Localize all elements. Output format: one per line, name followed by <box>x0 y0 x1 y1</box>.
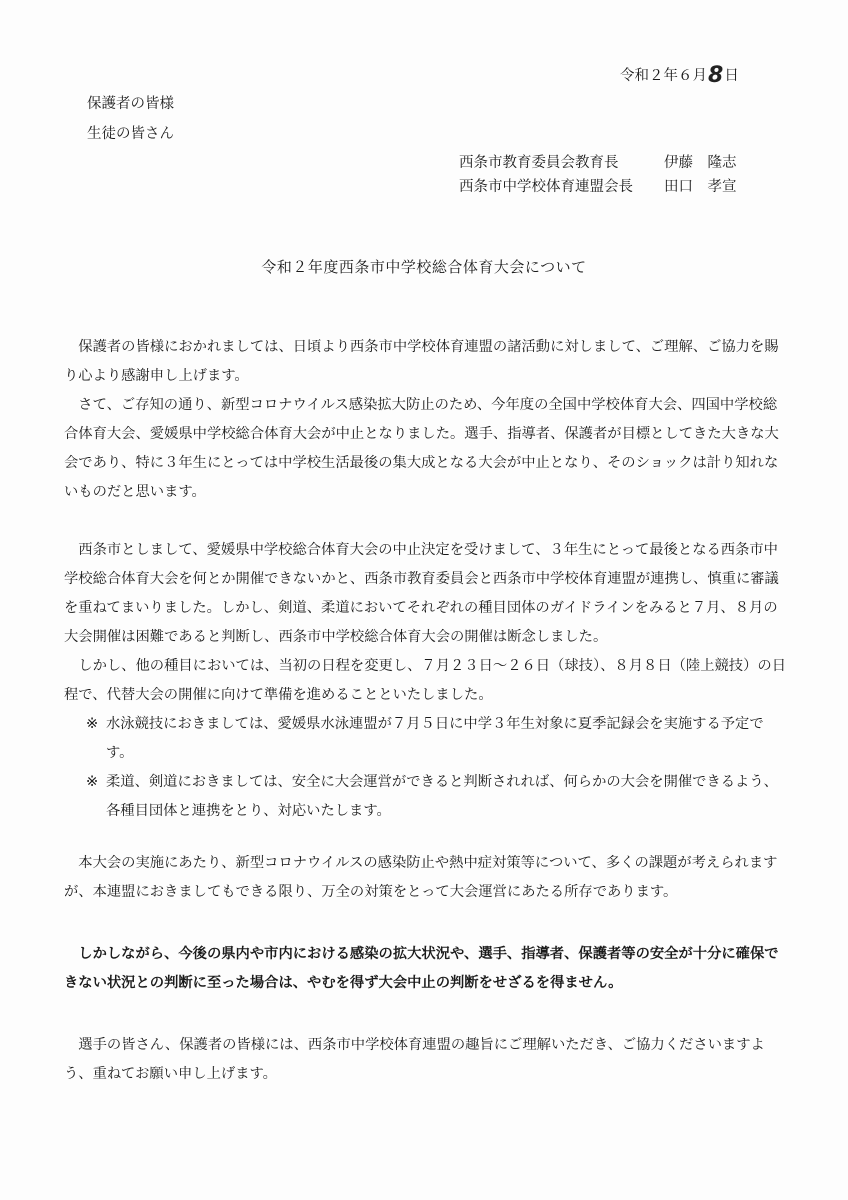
note-mark: ※ <box>86 716 98 732</box>
addressee-students: 生徒の皆さん <box>87 126 174 142</box>
note-item <box>64 768 786 826</box>
note-mark: ※ <box>86 774 98 790</box>
sender-name: 田口 孝宣 <box>664 179 737 195</box>
paragraph-text: 保護者の皆様におかれましては、日頃より西条市中学校体育連盟の諸活動に対しまして、ご理解、ご協力を賜り心より感謝申し上げます。 <box>64 339 779 384</box>
document-title: 令和２年度西条市中学校総合体育大会について <box>261 258 587 276</box>
paragraph-decision <box>64 536 786 826</box>
date-suffix: 日 <box>724 68 739 84</box>
paragraph-text: しかし、他の種目においては、当初の日程を変更し、７月２３日～２６日（球技）、８月８日（陸上競技）の日程で、代替大会の開催に向けて準備を進めることといたしました。 <box>64 658 786 703</box>
addressee-parents: 保護者の皆様 <box>87 96 174 112</box>
paragraph-text: 本大会の実施にあたり、新型コロナウイルスの感染防止や熱中症対策等について、多くの課題が考えられますが、本連盟におきましてもできる限り、万全の対策をとって大会運営にあたる所存であります。 <box>64 855 778 900</box>
paragraph-text: 選手の皆さん、保護者の皆様には、西条市中学校体育連盟の趣旨にご理解いただき、ご協力くださいますよう、重ねてお願い申し上げます。 <box>64 1037 765 1082</box>
sender-name: 伊藤 隆志 <box>664 155 737 171</box>
paragraph-closing <box>64 1031 786 1089</box>
paragraph-cancellation-warning <box>64 940 786 998</box>
sender-line <box>459 151 737 172</box>
paragraph-text: さて、ご存知の通り、新型コロナウイルス感染拡大防止のため、今年度の全国中学校体育大会、四国中学校総合体育大会、愛媛県中学校総合体育大会が中止となりました。選手、指導者、保護者が目標としてきた大きな大会であり、特に３年生にとっては中学校生活最後の集大成となる大会が中止となり、そのショックは計り知れないものだと思います。 <box>64 397 779 500</box>
paragraph-greeting <box>64 333 786 507</box>
note-item <box>64 710 786 768</box>
paragraph-text: しかしながら、今後の県内や市内における感染の拡大状況や、選手、指導者、保護者等の安全が十分に確保できない状況との判断に至った場合は、やむを得ず大会中止の判断をせざるを得ません。 <box>64 946 779 991</box>
sender-line <box>459 175 737 196</box>
letter-date <box>620 63 780 88</box>
paragraph-measures <box>64 849 786 907</box>
paragraph-text: 西条市としまして、愛媛県中学校総合体育大会の中止決定を受けまして、３年生にとって最後となる西条市中学校総合体育大会を何とか開催できないかと、西条市教育委員会と西条市中学校体育連盟が連携し、慎重に審議を重ねてまいりました。しかし、剣道、柔道においてそれぞれの種目団体のガイドラインをみると７月、８月の大会開催は困難であると判断し、西条市中学校総合体育大会の開催は断念しました。 <box>64 542 779 645</box>
date-prefix: 令和２年６月 <box>620 68 707 84</box>
note-text: 柔道、剣道におきましては、安全に大会運営ができると判断されれば、何らかの大会を開催できるよう、各種目団体と連携をとり、対応いたします。 <box>106 774 778 819</box>
sender-organization: 西条市教育委員会教育長 <box>459 155 619 171</box>
sender-organization: 西条市中学校体育連盟会長 <box>459 179 633 195</box>
date-day-handwritten: 8 <box>708 63 724 88</box>
note-text: 水泳競技におきましては、愛媛県水泳連盟が７月５日に中学３年生対象に夏季記録会を実施する予定です。 <box>106 716 764 761</box>
